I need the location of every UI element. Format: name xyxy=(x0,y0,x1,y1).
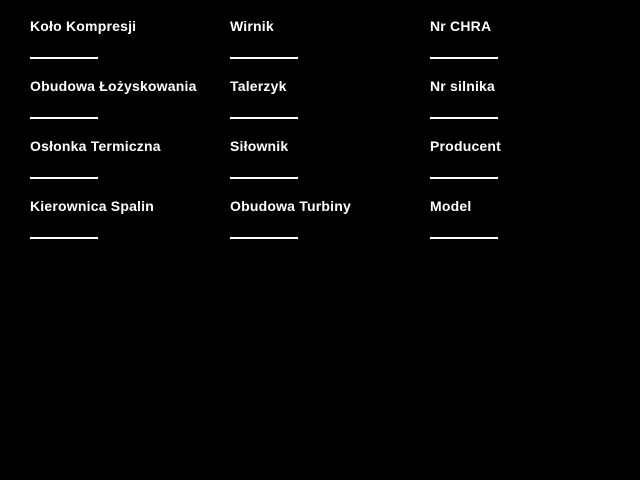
form-field-wirnik xyxy=(230,12,420,72)
field-label-producent: Producent xyxy=(430,138,502,154)
form-field-nr-silnika xyxy=(430,72,620,132)
field-label-wirnik: Wirnik xyxy=(230,18,274,34)
model-input[interactable] xyxy=(430,220,498,239)
field-label-obudowa-turbiny: Obudowa Turbiny xyxy=(230,198,351,214)
field-label-obudowa-lozyskowania: Obudowa Łożyskowania xyxy=(30,78,197,94)
producent-input[interactable] xyxy=(430,160,498,179)
form-field-kolo-kompresji xyxy=(30,12,220,72)
field-label-talerzyk: Talerzyk xyxy=(230,78,287,94)
form-field-silownik xyxy=(230,132,420,192)
form-column-parts-middle xyxy=(230,12,420,252)
form-field-producent xyxy=(430,132,620,192)
form-column-identification xyxy=(430,12,620,252)
form-field-oslonka-termiczna xyxy=(30,132,220,192)
oslonka-termiczna-input[interactable] xyxy=(30,160,98,179)
obudowa-lozyskowania-input[interactable] xyxy=(30,100,98,119)
kolo-kompresji-input[interactable] xyxy=(30,40,98,59)
nr-silnika-input[interactable] xyxy=(430,100,498,119)
field-label-kolo-kompresji: Koło Kompresji xyxy=(30,18,137,34)
talerzyk-input[interactable] xyxy=(230,100,298,119)
field-label-oslonka-termiczna: Osłonka Termiczna xyxy=(30,138,161,154)
field-label-kierownica-spalin: Kierownica Spalin xyxy=(30,198,154,214)
form-field-model xyxy=(430,192,620,252)
field-label-nr-silnika: Nr silnika xyxy=(430,78,496,94)
field-label-silownik: Siłownik xyxy=(230,138,289,154)
form-field-obudowa-lozyskowania xyxy=(30,72,220,132)
form-field-kierownica-spalin xyxy=(30,192,220,252)
form-column-parts-left xyxy=(30,12,220,252)
form-field-obudowa-turbiny xyxy=(230,192,420,252)
field-label-nr-chra: Nr CHRA xyxy=(430,18,492,34)
field-label-model: Model xyxy=(430,198,472,214)
form-field-nr-chra xyxy=(430,12,620,72)
form-field-talerzyk xyxy=(230,72,420,132)
silownik-input[interactable] xyxy=(230,160,298,179)
wirnik-input[interactable] xyxy=(230,40,298,59)
kierownica-spalin-input[interactable] xyxy=(30,220,98,239)
nr-chra-input[interactable] xyxy=(430,40,498,59)
obudowa-turbiny-input[interactable] xyxy=(230,220,298,239)
